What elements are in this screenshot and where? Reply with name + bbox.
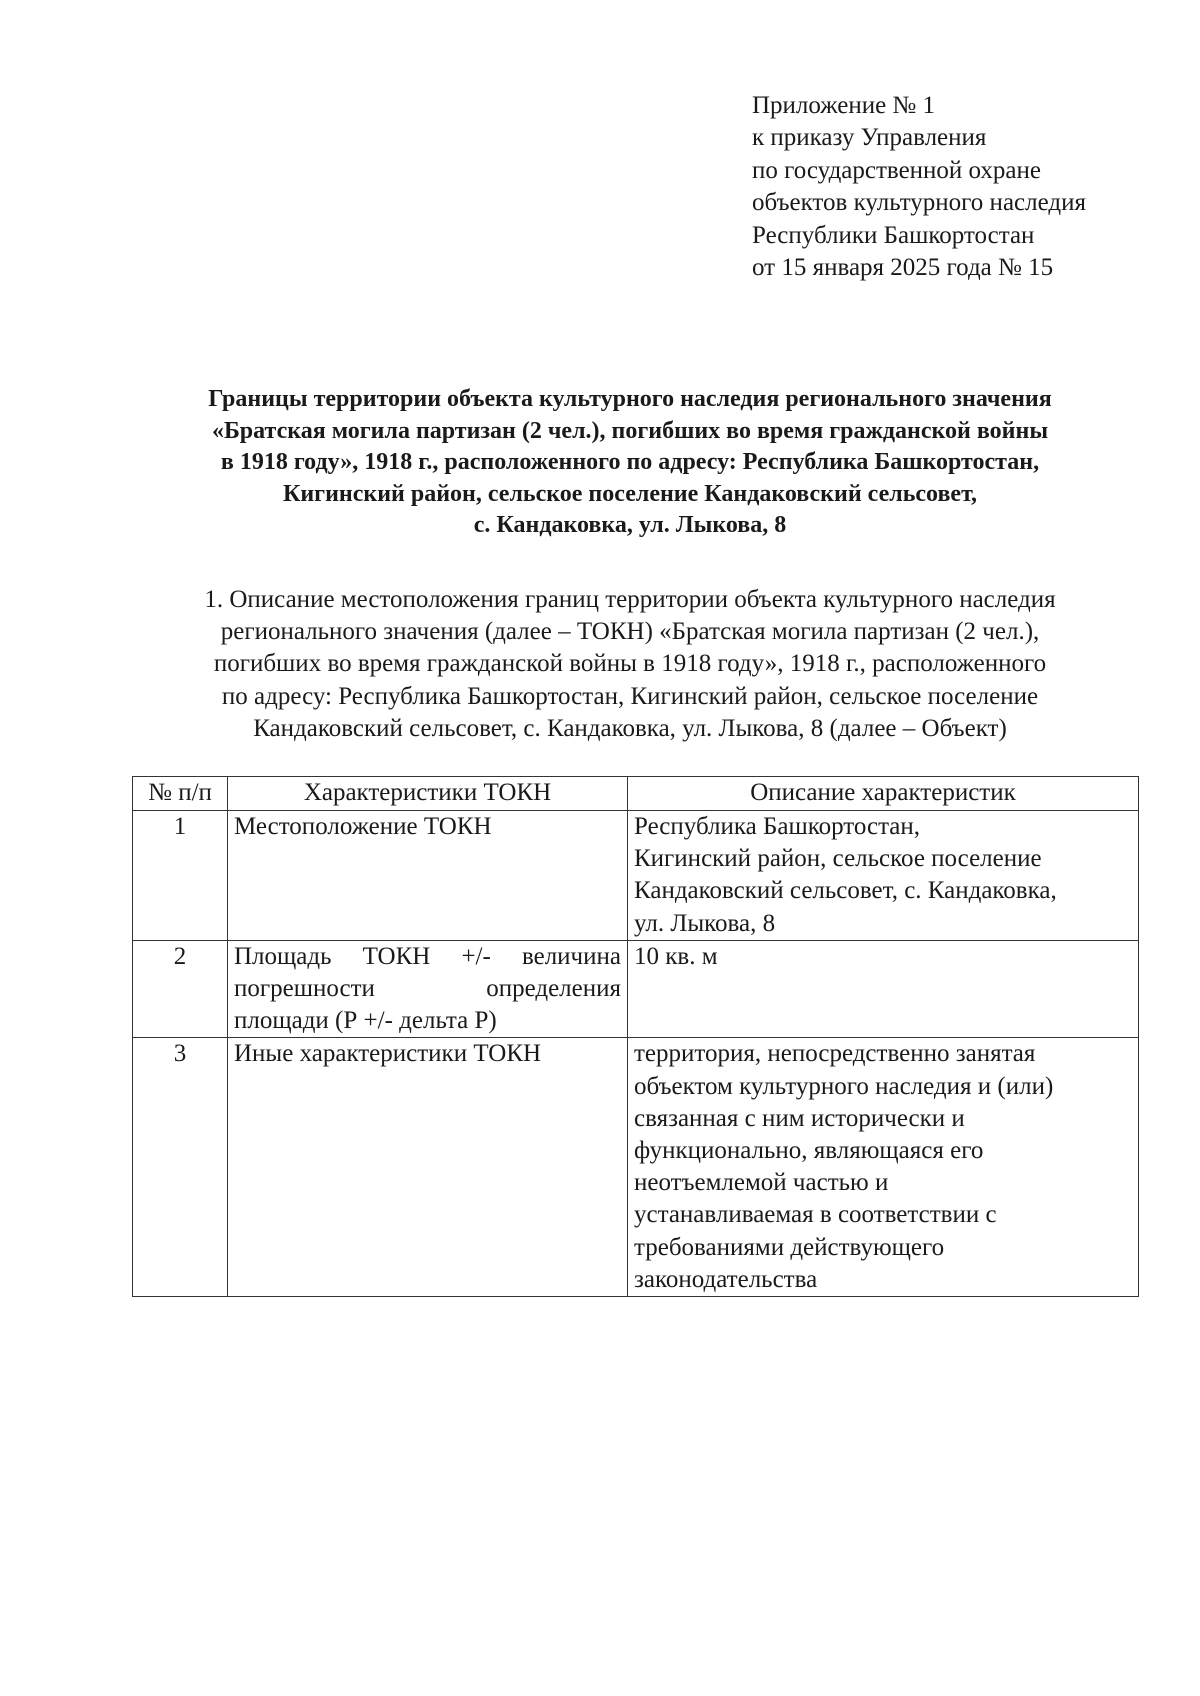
table-row — [133, 1038, 1139, 1297]
cell-line: устанавливаемая в соответствии с — [634, 1201, 997, 1229]
row-description — [628, 1038, 1139, 1297]
header-description: Описание характеристик — [628, 777, 1139, 811]
row-characteristic — [228, 811, 628, 941]
intro-line: погибших во время гражданской войны в 1918 году», 1918 г., расположенного — [213, 650, 1047, 678]
table-row — [133, 811, 1139, 941]
table-header-row — [133, 777, 1139, 811]
title-line: с. Кандаковка, ул. Лыкова, 8 — [473, 512, 787, 538]
cell-line: Иные характеристики ТОКН — [234, 1040, 542, 1068]
intro-line: регионального значения (далее – ТОКН) «Братская могила партизан (2 чел.), — [220, 618, 1040, 646]
title-line: «Братская могила партизан (2 чел.), погибших во время гражданской войны — [211, 417, 1049, 444]
cell-line: Кигинский район, сельское поселение — [634, 845, 1042, 873]
intro-line: по адресу: Республика Башкортостан, Кигинский район, сельское поселение — [221, 682, 1039, 710]
row-number: 3 — [133, 1038, 228, 1297]
row-characteristic — [228, 940, 628, 1038]
appendix-line: Республики Башкортостан — [752, 221, 1035, 249]
cell-line: площади (Р +/- дельта Р) — [234, 1007, 497, 1035]
row-number: 2 — [133, 940, 228, 1038]
cell-line: связанная с ним исторически и — [634, 1104, 965, 1132]
cell-line: Местоположение ТОКН — [234, 813, 492, 840]
appendix-line: объектов культурного наследия — [752, 189, 1086, 217]
cell-line: Кандаковский сельсовет, с. Кандаковка, — [634, 877, 1057, 905]
appendix-line: от 15 января 2025 года № 15 — [752, 254, 1054, 282]
cell-line: законодательства — [634, 1265, 818, 1293]
header-characteristic: Характеристики ТОКН — [228, 777, 628, 811]
title-line: Кигинский район, сельское поселение Кандаковский сельсовет, — [282, 480, 978, 507]
cell-line: функционально, являющаяся его — [634, 1137, 984, 1165]
row-description — [628, 811, 1139, 941]
cell-line: неотъемлемой частью и — [634, 1169, 889, 1197]
characteristics-table — [132, 776, 1139, 1297]
appendix-line: к приказу Управления — [752, 124, 987, 152]
title-line: Границы территории объекта культурного наследия регионального значения — [208, 386, 1052, 412]
appendix-line: по государственной охране — [752, 156, 1042, 184]
appendix-line: Приложение № 1 — [752, 92, 936, 119]
cell-line: требованиями действующего — [634, 1233, 945, 1261]
cell-line: 10 кв. м — [634, 942, 718, 970]
document-title — [110, 384, 1150, 542]
row-characteristic — [228, 1038, 628, 1297]
intro-line: Кандаковский сельсовет, с. Кандаковка, ул. Лыкова, 8 (далее – Объект) — [253, 714, 1007, 742]
cell-line: Республика Башкортостан, — [634, 813, 921, 840]
cell-line: территория, непосредственно занятая — [634, 1040, 1036, 1068]
cell-line: погрешности определения — [234, 975, 621, 1003]
header-number: № п/п — [133, 777, 228, 811]
row-description — [628, 940, 1139, 1038]
intro-line: 1. Описание местоположения границ территории объекта культурного наследия — [204, 586, 1056, 613]
cell-line: объектом культурного наследия и (или) — [634, 1072, 1054, 1100]
cell-line: ул. Лыкова, 8 — [634, 909, 776, 937]
cell-line: Площадь ТОКН +/- величина — [234, 942, 621, 970]
table-row — [133, 940, 1139, 1038]
appendix-header — [752, 90, 1172, 284]
row-number: 1 — [133, 811, 228, 941]
intro-paragraph — [120, 584, 1140, 745]
title-line: в 1918 году», 1918 г., расположенного по адресу: Республика Башкортостан, — [220, 449, 1040, 475]
